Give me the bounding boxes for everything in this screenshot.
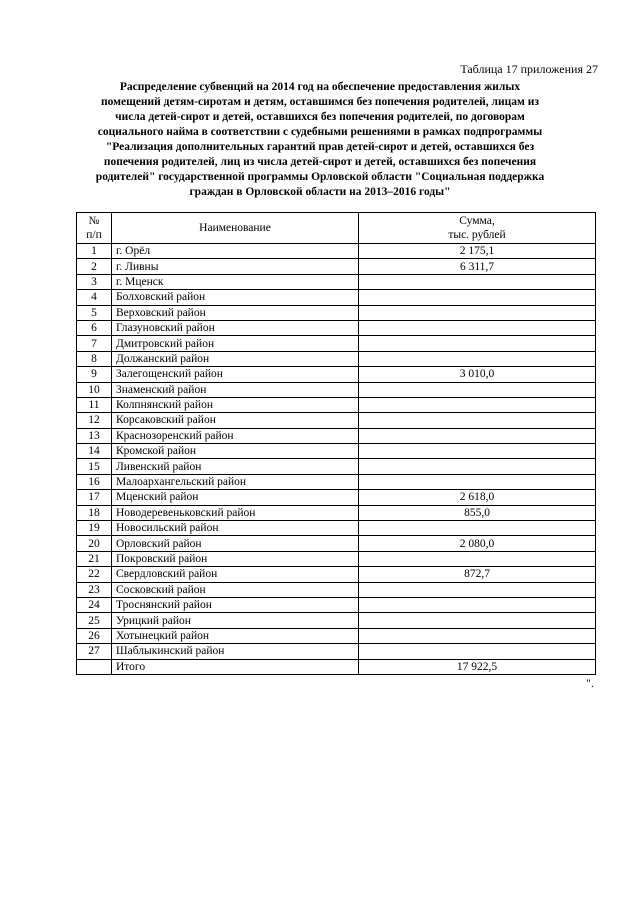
table-row <box>77 613 596 628</box>
row-sum <box>359 628 596 643</box>
row-name: Кромской район <box>112 444 359 459</box>
row-number: 19 <box>77 521 112 536</box>
row-name: Мценский район <box>112 490 359 505</box>
row-sum: 2 618,0 <box>359 490 596 505</box>
row-name: Свердловский район <box>112 567 359 582</box>
table-reference: Таблица 17 приложения 27 <box>460 62 598 76</box>
row-name: Орловский район <box>112 536 359 551</box>
row-name: Урицкий район <box>112 613 359 628</box>
row-name: Шаблыкинский район <box>112 644 359 659</box>
header-sum-line2: тыс. рублей <box>448 229 506 241</box>
table-row <box>77 567 596 582</box>
row-number: 10 <box>77 382 112 397</box>
row-sum <box>359 613 596 628</box>
row-number: 12 <box>77 413 112 428</box>
row-name: Новосильский район <box>112 521 359 536</box>
table-row <box>77 382 596 397</box>
table-body <box>77 244 596 660</box>
row-name: Колпнянский район <box>112 397 359 412</box>
row-number: 17 <box>77 490 112 505</box>
table-row <box>77 444 596 459</box>
row-name: Глазуновский район <box>112 320 359 335</box>
row-name: Болховский район <box>112 290 359 305</box>
row-number: 8 <box>77 351 112 366</box>
row-sum <box>359 582 596 597</box>
row-sum <box>359 644 596 659</box>
header-name: Наименование <box>112 213 359 244</box>
row-name: Малоархангельский район <box>112 474 359 489</box>
row-number: 1 <box>77 244 112 259</box>
row-number: 4 <box>77 290 112 305</box>
table-row <box>77 290 596 305</box>
row-number: 13 <box>77 428 112 443</box>
row-sum <box>359 551 596 566</box>
table-row <box>77 582 596 597</box>
row-sum <box>359 444 596 459</box>
table-row <box>77 259 596 274</box>
row-sum <box>359 351 596 366</box>
row-name: Новодеревеньковский район <box>112 505 359 520</box>
row-number: 22 <box>77 567 112 582</box>
title-line: Распределение субвенций на 2014 год на обеспечение предоставления жилых <box>119 81 521 93</box>
row-number: 15 <box>77 459 112 474</box>
row-sum <box>359 320 596 335</box>
row-name: Краснозоренский район <box>112 428 359 443</box>
row-number: 20 <box>77 536 112 551</box>
row-number: 3 <box>77 274 112 289</box>
table-row <box>77 536 596 551</box>
row-sum <box>359 290 596 305</box>
row-number: 25 <box>77 613 112 628</box>
title-line: помещений детям-сиротам и детям, оставшимся без попечения родителей, лицам из <box>101 96 539 108</box>
row-name: г. Ливны <box>112 259 359 274</box>
table-row <box>77 597 596 612</box>
header-number-line1: № <box>88 215 100 227</box>
row-sum: 2 080,0 <box>359 536 596 551</box>
row-name: Покровский район <box>112 551 359 566</box>
row-number: 27 <box>77 644 112 659</box>
row-number: 23 <box>77 582 112 597</box>
row-number: 14 <box>77 444 112 459</box>
header-number-line2: п/п <box>86 229 102 241</box>
row-sum <box>359 521 596 536</box>
row-name: Ливенский район <box>112 459 359 474</box>
row-sum: 6 311,7 <box>359 259 596 274</box>
table-row <box>77 320 596 335</box>
row-sum: 3 010,0 <box>359 367 596 382</box>
title-line: социального найма в соответствии с судебными решениями в рамках подпрограммы <box>97 126 543 138</box>
row-sum <box>359 597 596 612</box>
total-label: Итого <box>112 659 359 674</box>
title-line: числа детей-сирот и детей, оставшихся без попечения родителей, по договорам <box>115 111 525 123</box>
row-number: 11 <box>77 397 112 412</box>
title-line: "Реализация дополнительных гарантий прав детей-сирот и детей, оставшихся без <box>105 141 535 153</box>
row-name: г. Мценск <box>112 274 359 289</box>
table-row <box>77 336 596 351</box>
row-sum <box>359 397 596 412</box>
table-row <box>77 244 596 259</box>
row-number: 5 <box>77 305 112 320</box>
table-row <box>77 551 596 566</box>
row-sum: 872,7 <box>359 567 596 582</box>
table-row <box>77 521 596 536</box>
header-sum <box>359 213 596 244</box>
row-name: Должанский район <box>112 351 359 366</box>
table-row <box>77 644 596 659</box>
row-sum <box>359 413 596 428</box>
table-row <box>77 274 596 289</box>
row-number: 18 <box>77 505 112 520</box>
total-row <box>77 659 596 674</box>
title-line: родителей" государственной программы Орловской области "Социальная поддержка <box>95 171 545 183</box>
table-row <box>77 413 596 428</box>
header-number <box>77 213 112 244</box>
row-number: 16 <box>77 474 112 489</box>
table-row <box>77 459 596 474</box>
row-name: г. Орёл <box>112 244 359 259</box>
row-number: 7 <box>77 336 112 351</box>
row-number: 24 <box>77 597 112 612</box>
table-row <box>77 428 596 443</box>
row-number: 9 <box>77 367 112 382</box>
row-number: 6 <box>77 320 112 335</box>
row-sum <box>359 336 596 351</box>
total-number-cell <box>77 659 112 674</box>
row-name: Залегощенский район <box>112 367 359 382</box>
row-name: Троснянский район <box>112 597 359 612</box>
row-sum <box>359 428 596 443</box>
row-sum <box>359 459 596 474</box>
row-sum <box>359 305 596 320</box>
table-row <box>77 628 596 643</box>
table-row <box>77 474 596 489</box>
row-sum <box>359 274 596 289</box>
table-row <box>77 397 596 412</box>
row-name: Хотынецкий район <box>112 628 359 643</box>
row-sum: 855,0 <box>359 505 596 520</box>
row-number: 26 <box>77 628 112 643</box>
row-name: Знаменский район <box>112 382 359 397</box>
row-number: 2 <box>77 259 112 274</box>
title-line: граждан в Орловской области на 2013–2016 годы" <box>189 186 451 198</box>
table-row <box>77 351 596 366</box>
table-row <box>77 490 596 505</box>
row-name: Дмитровский район <box>112 336 359 351</box>
row-sum <box>359 382 596 397</box>
row-sum <box>359 474 596 489</box>
table-row <box>77 367 596 382</box>
row-name: Сосковский район <box>112 582 359 597</box>
row-name: Верховский район <box>112 305 359 320</box>
subsidy-table <box>76 212 596 675</box>
row-sum: 2 175,1 <box>359 244 596 259</box>
header-sum-line1: Сумма, <box>459 215 495 227</box>
table-row <box>77 505 596 520</box>
row-number: 21 <box>77 551 112 566</box>
closing-quote-mark: ". <box>586 676 594 690</box>
document-title <box>80 80 560 200</box>
table-row <box>77 305 596 320</box>
row-name: Корсаковский район <box>112 413 359 428</box>
table-header-row <box>77 213 596 244</box>
title-line: попечения родителей, лиц из числа детей-сирот и детей, оставшихся без попечения <box>103 156 537 168</box>
total-sum: 17 922,5 <box>359 659 596 674</box>
